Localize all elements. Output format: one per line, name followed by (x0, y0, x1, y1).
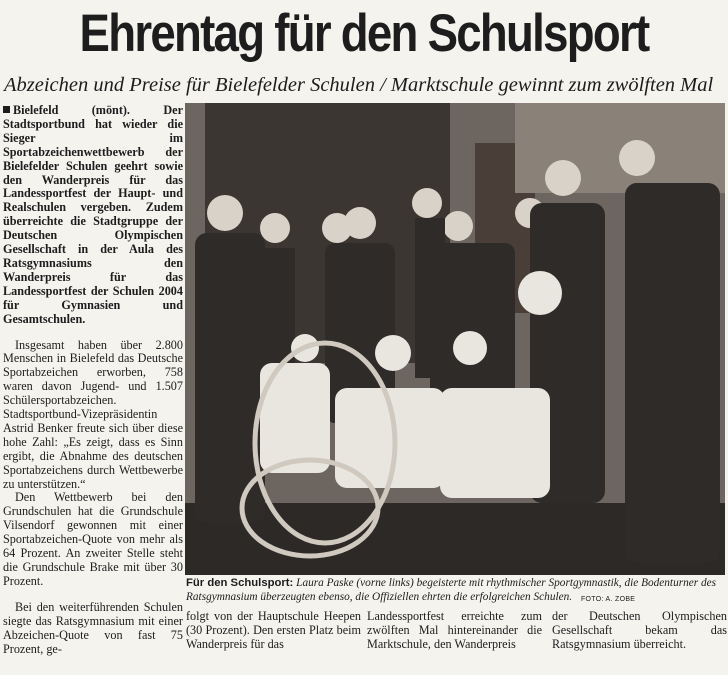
group-photo (185, 103, 725, 575)
caption-lead: Für den Schulsport: (186, 577, 294, 589)
body-paragraph: Bei den weiterführenden Schulen siegte das Ratsgymnasium mit einer Abzeichen-Quote von fast 75 Prozent, ge- (3, 599, 183, 656)
body-paragraph: Den Wettbewerb bei den Grundschulen hat die Grundschule Vilsendorf gewonnen mit einer Sportabzeichen-Quote von mehr als 64 Prozent. An zweiter Stelle steht die Grundschule Brake mit über 30 Prozent. (3, 490, 183, 588)
body-paragraph: Insgesamt haben über 2.800 Menschen in Bielefeld das Deutsche Sportabzeichen erworben, 758 waren davon Jugend- und 1.507 Schülersportabzeichen. Stadtsportbund-Vizepräsidentin Astrid Benker freute sich über diese hohe Zahl: „Es zeigt, dass es Sinn ergibt, die Abnahme des deutschen Sportabzeichens durch Wettbewerbe zu unterstützen.“ (3, 337, 183, 491)
lead-paragraph (3, 104, 183, 327)
bottom-column-3 (552, 609, 727, 652)
caption-text: Laura Paske (vorne links) begeisterte mit rhythmischer Sportgymnastik, die Bodenturner des Ratsgymnasium überzeugten ebenso, die Offiziellen ehrten die erfolgreichen Schulen. (186, 577, 717, 603)
article-column (3, 104, 183, 656)
headline: Ehrentag für den Schulsport (79, 4, 649, 63)
subheadline: Abzeichen und Preise für Bielefelder Schulen / Marktschule gewinnt zum zwölften Mal (4, 74, 714, 96)
lead-paragraph-text: Bielefeld (mönt). Der Stadtsportbund hat wieder die Sieger im Sportabzeichenwettbewerb der Bielefelder Schulen geehrt sowie den Wanderpreis für das Landessportfest der Haupt- und Realschulen vergeben. Zudem überreichte die Stadtgruppe der Deutschen Olympischen Gesellschaft in der Aula des Ratsgymnasiums den Wanderpreis für das Landessportfest der Schulen 2004 für Gymnasien und Gesamtschulen. (3, 103, 183, 326)
group-photo-image (185, 103, 725, 575)
bottom-column-1 (186, 609, 361, 652)
bottom-column-text: folgt von der Hauptschule Heepen (30 Prozent). Den ersten Platz beim Wanderpreis für das (186, 609, 361, 652)
photo-credit: FOTO: A. ZOBE (580, 595, 636, 603)
bottom-column-text: Landessportfest erreichte zum zwölften Mal hintereinander die Marktschule, den Wanderpreis (367, 609, 542, 652)
bullet-square-icon (3, 106, 10, 113)
bottom-column-2 (367, 609, 542, 652)
photo-caption (186, 577, 726, 606)
bottom-column-text: der Deutschen Olympischen Gesellschaft bekam das Ratsgymnasium überreicht. (552, 609, 727, 652)
